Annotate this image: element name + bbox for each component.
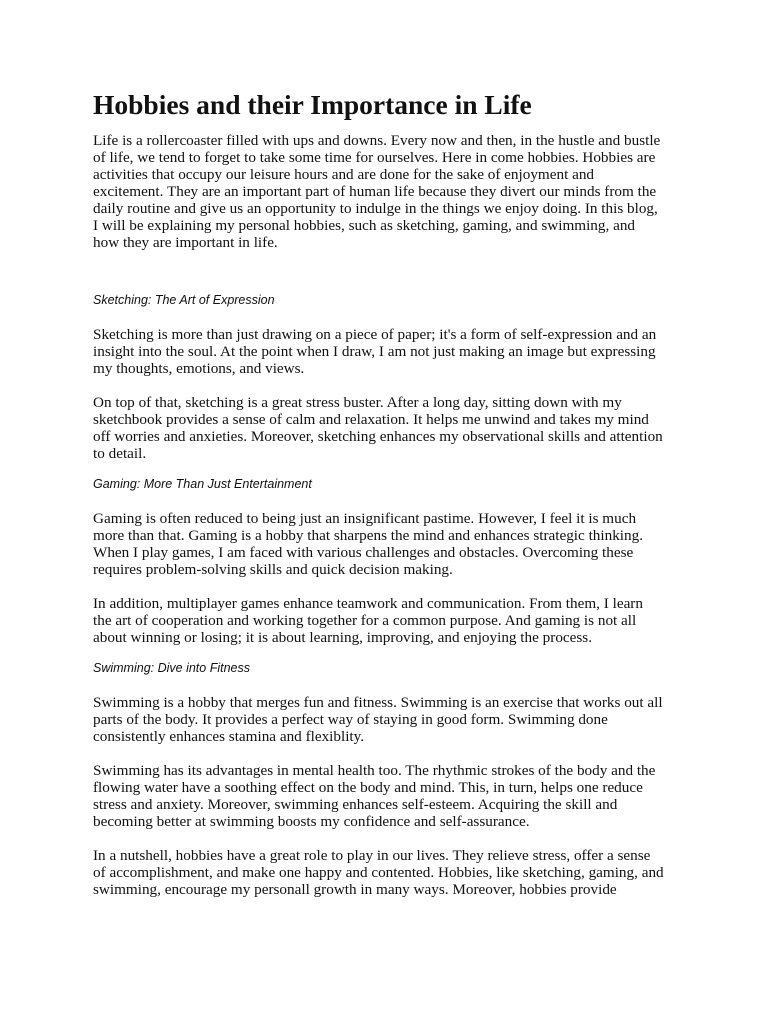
gaming-paragraph-1: Gaming is often reduced to being just an insignificant pastime. However, I feel it is much more than that. Gaming is a hobby that sharpens the mind and enhances strategic thinking. When I play games, I am faced with various challenges and obstacles. Overcoming these requires problem-solving skills and quick decision making. (93, 510, 643, 578)
sketching-paragraph-2: On top of that, sketching is a great stress buster. After a long day, sitting down with my sketchbook provides a sense of calm and relaxation. It helps me unwind and takes my mind off worries and anxieties. Moreover, sketching enhances my observational skills and attention to detail. (93, 394, 663, 462)
sketching-paragraph-1: Sketching is more than just drawing on a piece of paper; it's a form of self-expression and an insight into the soul. At the point when I draw, I am not just making an image but expressing my thoughts, emotions, and views. (93, 326, 657, 377)
conclusion-paragraph: In a nutshell, hobbies have a great role to play in our lives. They relieve stress, offer a sense of accomplishment, and make one happy and contented. Hobbies, like sketching, gaming, and swimming, encourage my personall growth in many ways. Moreover, hobbies provide (93, 847, 664, 898)
section-heading-sketching: Sketching: The Art of Expression (93, 293, 275, 307)
intro-paragraph: Life is a rollercoaster filled with ups and downs. Every now and then, in the hustle and bustle of life, we tend to forget to take some time for ourselves. Here in come hobbies. Hobbies are activities that occupy our leisure hours and are done for the sake of enjoyment and excitement. They are an important part of human life because they divert our minds from the daily routine and give us an opportunity to indulge in the things we enjoy doing. In this blog, I will be explaining my personal hobbies, such as sketching, gaming, and swimming, and how they are important in life. (93, 132, 661, 251)
gaming-paragraph-2: In addition, multiplayer games enhance teamwork and communication. From them, I learn the art of cooperation and working together for a common purpose. And gaming is not all about winning or losing; it is about learning, improving, and enjoying the process. (93, 595, 643, 646)
swimming-paragraph-1: Swimming is a hobby that merges fun and fitness. Swimming is an exercise that works out all parts of the body. It provides a perfect way of staying in good form. Swimming done consistently enhances stamina and flexiblity. (93, 694, 663, 745)
swimming-paragraph-2: Swimming has its advantages in mental health too. The rhythmic strokes of the body and the flowing water have a soothing effect on the body and mind. This, in turn, helps one reduce stress and anxiety. Moreover, swimming enhances self-esteem. Acquiring the skill and becoming better at swimming boosts my confidence and self-assurance. (93, 762, 656, 830)
document-title: Hobbies and their Importance in Life (93, 89, 532, 120)
section-heading-swimming: Swimming: Dive into Fitness (93, 661, 250, 675)
section-heading-gaming: Gaming: More Than Just Entertainment (93, 477, 312, 491)
document-body (93, 88, 683, 898)
